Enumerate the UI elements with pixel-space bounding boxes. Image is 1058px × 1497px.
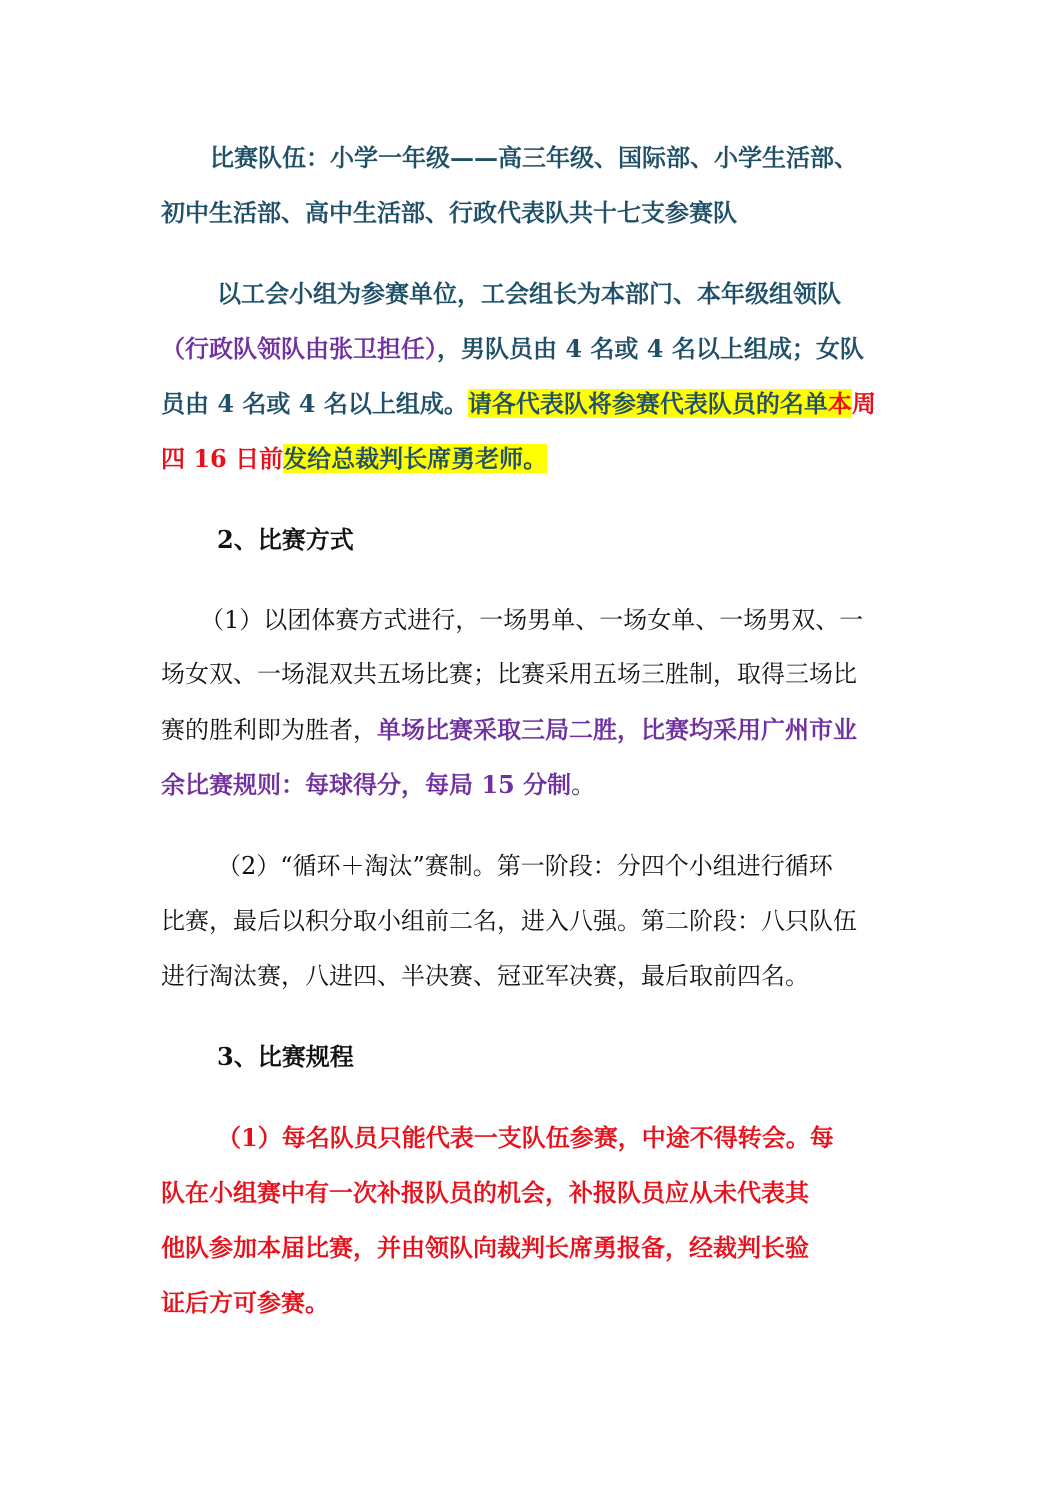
deadline-date: 四 16 日前 <box>161 444 284 473</box>
rules-line-2: 队在小组赛中有一次补报队员的机会，补报队员应从未代表其 <box>161 1178 809 1207</box>
system-line-1: （2）“循环＋淘汰”赛制。第一阶段：分四个小组进行循环 <box>217 852 833 880</box>
deadline-this: 本 <box>827 389 852 418</box>
teams-line-1: 比赛队伍：小学一年级——高三年级、国际部、小学生活部、 <box>210 143 858 172</box>
roster-deadline-highlight: 请各代表队将参赛代表队员的名单 <box>467 389 828 418</box>
format-line-3 <box>161 710 857 750</box>
unit-line-1: 以工会小组为参赛单位，工会组长为本部门、本年级组领队 <box>217 279 841 308</box>
format-line-4 <box>161 765 595 805</box>
unit-line-3 <box>161 384 876 424</box>
send-to-referee-highlight: 发给总裁判长席勇老师。 <box>283 444 548 473</box>
scoring-rule-period: 。 <box>571 771 596 799</box>
section-heading-format: 2、比赛方式 <box>217 525 354 554</box>
female-member-rule: 员由 4 名或 4 名以上组成。 <box>161 389 468 418</box>
deadline-week: 周 <box>851 389 876 418</box>
rules-line-4: 证后方可参赛。 <box>161 1288 329 1317</box>
best-of-three-rule: 单场比赛采取三局二胜，比赛均采用广州市业 <box>377 715 857 744</box>
format-line-2: 场女双、一场混双共五场比赛；比赛采用五场三胜制，取得三场比 <box>161 660 857 688</box>
winner-rule: 赛的胜利即为胜者， <box>161 716 377 744</box>
format-line-1: （1）以团体赛方式进行，一场男单、一场女单、一场男双、一 <box>200 606 864 634</box>
rules-line-3: 他队参加本届比赛，并由领队向裁判长席勇报备，经裁判长验 <box>161 1233 809 1262</box>
unit-line-4 <box>161 439 547 479</box>
system-line-3: 进行淘汰赛，八进四、半决赛、冠亚军决赛，最后取前四名。 <box>161 962 809 990</box>
teams-line-2: 初中生活部、高中生活部、行政代表队共十七支参赛队 <box>161 198 737 227</box>
scoring-rule: 余比赛规则：每球得分，每局 15 分制 <box>161 770 572 799</box>
rules-line-1: （1）每名队员只能代表一支队伍参赛，中途不得转会。每 <box>217 1123 834 1152</box>
unit-line-2 <box>161 329 864 369</box>
male-member-rule: ，男队员由 4 名或 4 名以上组成；女队 <box>437 334 864 363</box>
system-line-2: 比赛，最后以积分取小组前二名，进入八强。第二阶段：八只队伍 <box>161 907 857 935</box>
admin-leader-note: （行政队领队由张卫担任） <box>161 334 437 363</box>
section-heading-rules: 3、比赛规程 <box>217 1042 354 1071</box>
